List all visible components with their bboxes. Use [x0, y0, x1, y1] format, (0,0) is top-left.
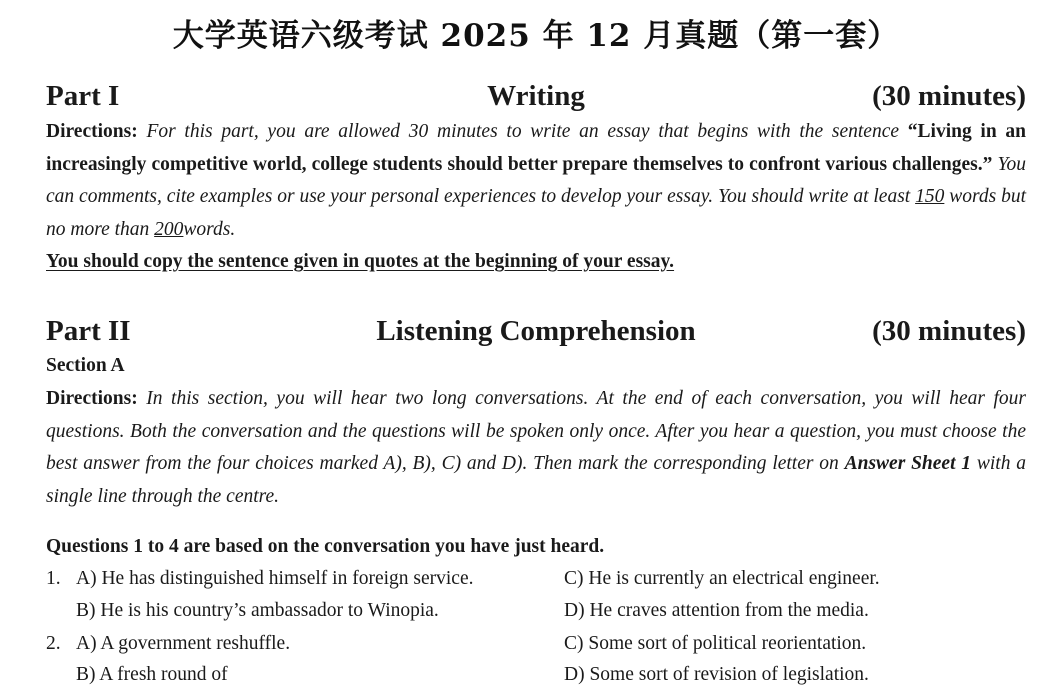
question-number: 2. [46, 633, 61, 654]
part2-header [46, 315, 1026, 349]
option-a: A) He has distinguished himself in foreign service. [76, 568, 474, 589]
option-d: D) Some sort of revision of legislation. [564, 664, 869, 685]
section-a-label: Section A [46, 355, 125, 376]
part1-time: (30 minutes) [872, 80, 1026, 112]
question-row [46, 600, 1026, 630]
part1-name: Writing [487, 80, 585, 112]
question-row [46, 664, 1026, 694]
part2-time: (30 minutes) [872, 315, 1026, 347]
min-words: 150 [915, 186, 945, 208]
part2-directions-end: with a single line through the centre. [46, 453, 1027, 507]
option-a: A) A government reshuffle. [76, 633, 291, 654]
essay-opening-sentence: “Living in an increasingly competitive world, college students should better prepare themselves to confront various challenges.” [46, 121, 1027, 175]
part1-directions-intro: For this part, you are allowed 30 minutes to write an essay that begins with the sentence [146, 121, 900, 142]
question-row [46, 568, 1026, 598]
part1-directions-mid: You can comments, cite examples or use your personal experiences to develop your essay. You should write at least [46, 153, 1027, 208]
option-b: B) He is his country’s ambassador to Winopia. [76, 600, 439, 621]
copy-sentence-note: You should copy the sentence given in quotes at the beginning of your essay. [46, 251, 675, 272]
part1-label: Part I [46, 80, 120, 112]
part1-header [46, 80, 1026, 114]
part1-directions-label: Directions: [46, 121, 138, 142]
part1-directions-between: words but no more than [46, 186, 1027, 240]
part2-name: Listening Comprehension [376, 315, 696, 347]
part2-directions-label: Directions: [46, 388, 138, 409]
option-b: B) A fresh round of [76, 664, 228, 685]
part2-label: Part II [46, 315, 131, 347]
question-row [46, 633, 1026, 663]
document-title: 大学英语六级考试 2025 年 12 月真题（第一套） [172, 18, 900, 54]
answer-sheet-name: Answer Sheet 1 [844, 453, 972, 475]
part1-directions-end: words. [183, 218, 236, 240]
option-c: C) Some sort of political reorientation. [564, 633, 867, 654]
part2-directions-text: In this section, you will hear two long conversations. At the end of each conversation, you will hear four questions. Both the conversation and the questions will be spoken only once. After you hear a question, you must choose the best answer from the four choices marked A), B), C) and D). Then mark the corresponding letter on [46, 388, 1026, 475]
option-c: C) He is currently an electrical engineer. [564, 568, 880, 589]
question-number: 1. [46, 568, 61, 589]
part1-directions [46, 116, 1026, 246]
questions-heading: Questions 1 to 4 are based on the conversation you have just heard. [46, 536, 605, 557]
max-words: 200 [154, 218, 184, 240]
part2-directions [46, 383, 1026, 513]
option-d: D) He craves attention from the media. [564, 600, 869, 621]
